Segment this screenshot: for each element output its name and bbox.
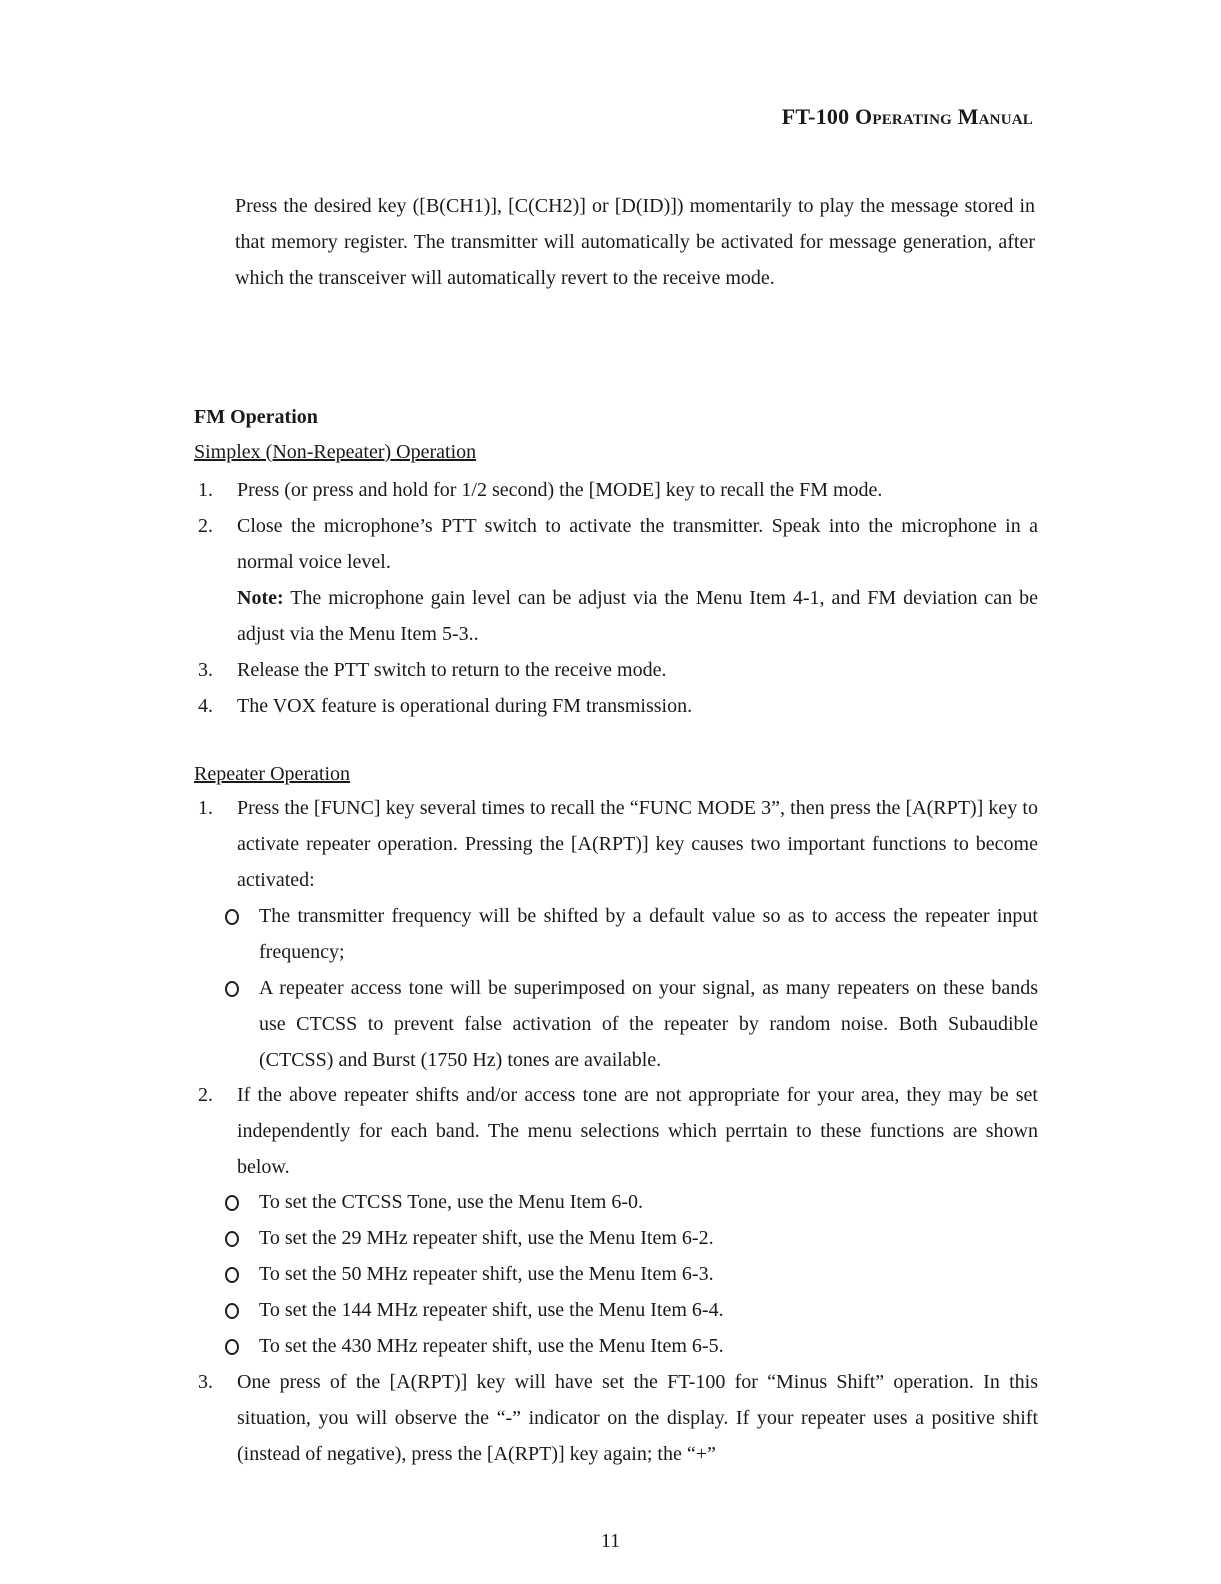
step-number: 2. bbox=[198, 515, 213, 537]
circle-bullet-icon bbox=[225, 981, 239, 997]
circle-bullet-icon bbox=[225, 1303, 239, 1319]
note-text: The microphone gain level can be adjust via the Menu Item 4-1, and FM deviation can be adjust via the Menu Item 5-3.. bbox=[237, 587, 1038, 645]
list-item bbox=[194, 1364, 1038, 1472]
step-text: Press the [FUNC] key several times to recall the “FUNC MODE 3”, then press the [A(RPT)] key to activate repeater operation. Pressing the [A(RPT)] key causes two important functions to become activated: bbox=[237, 797, 1038, 891]
circle-bullet-icon bbox=[225, 1339, 239, 1355]
step-number: 4. bbox=[198, 695, 213, 717]
list-item bbox=[194, 1256, 1038, 1292]
simplex-heading: Simplex (Non-Repeater) Operation bbox=[194, 441, 477, 463]
step-text: Close the microphone’s PTT switch to activate the transmitter. Speak into the microphone in a normal voice level. bbox=[237, 515, 1038, 573]
list-item bbox=[194, 898, 1038, 970]
repeater-step-2 bbox=[194, 1077, 1038, 1185]
step-number: 3. bbox=[198, 659, 213, 681]
list-item bbox=[194, 1220, 1038, 1256]
list-item bbox=[194, 1184, 1038, 1220]
step-text: Release the PTT switch to return to the receive mode. bbox=[237, 659, 667, 681]
step-text: If the above repeater shifts and/or access tone are not appropriate for your area, they may be set independently for each band. The menu selections which perrtain to these functions are shown below. bbox=[237, 1084, 1038, 1178]
step-number: 3. bbox=[198, 1371, 213, 1393]
step-text: Press (or press and hold for 1/2 second) the [MODE] key to recall the FM mode. bbox=[237, 479, 883, 501]
circle-bullet-icon bbox=[225, 909, 239, 925]
page-header bbox=[782, 104, 1033, 130]
circle-bullet-icon bbox=[225, 1267, 239, 1283]
step2-bullets bbox=[194, 1184, 1038, 1364]
simplex-steps bbox=[194, 472, 1038, 724]
repeater-heading: Repeater Operation bbox=[194, 763, 351, 785]
note bbox=[237, 580, 1038, 652]
step1-bullets bbox=[194, 898, 1038, 1078]
note-label: Note: bbox=[237, 587, 284, 609]
bullet-text: To set the 50 MHz repeater shift, use the Menu Item 6-3. bbox=[259, 1263, 714, 1285]
bullet-text: To set the 430 MHz repeater shift, use the Menu Item 6-5. bbox=[259, 1335, 724, 1357]
bullet-text: To set the CTCSS Tone, use the Menu Item 6-0. bbox=[259, 1191, 644, 1213]
step-text: The VOX feature is operational during FM transmission. bbox=[237, 695, 693, 717]
step-number: 2. bbox=[198, 1084, 213, 1106]
section-title: FM Operation bbox=[194, 406, 318, 428]
list-item bbox=[194, 1328, 1038, 1364]
list-item bbox=[194, 508, 1038, 652]
list-item bbox=[194, 970, 1038, 1078]
step-text: One press of the [A(RPT)] key will have set the FT-100 for “Minus Shift” operation. In this situation, you will observe the “-” indicator on the display. If your repeater uses a positive shift (instead of negative), press the [A(RPT)] key again; the “+” bbox=[237, 1371, 1038, 1465]
header-title: Operating Manual bbox=[855, 104, 1033, 129]
bullet-text: The transmitter frequency will be shifted by a default value so as to access the repeater input frequency; bbox=[259, 905, 1038, 963]
list-item bbox=[194, 472, 1038, 508]
list-item bbox=[194, 652, 1038, 688]
intro-paragraph: Press the desired key ([B(CH1)], [C(CH2)] or [D(ID)]) momentarily to play the message stored in that memory register. The transmitter will automatically be activated for message generation, after which the transceiver will automatically revert to the receive mode. bbox=[235, 195, 1035, 289]
circle-bullet-icon bbox=[225, 1231, 239, 1247]
step-number: 1. bbox=[198, 797, 213, 819]
repeater-step-3 bbox=[194, 1364, 1038, 1472]
list-item bbox=[194, 790, 1038, 898]
list-item bbox=[194, 1077, 1038, 1185]
bullet-text: To set the 29 MHz repeater shift, use the Menu Item 6-2. bbox=[259, 1227, 714, 1249]
header-model: FT-100 bbox=[781, 104, 850, 129]
bullet-text: A repeater access tone will be superimposed on your signal, as many repeaters on these bands use CTCSS to prevent false activation of the repeater by random noise. Both Subaudible (CTCSS) and Burst (1750 Hz) tones are available. bbox=[259, 977, 1038, 1071]
list-item bbox=[194, 688, 1038, 724]
repeater-steps bbox=[194, 790, 1038, 898]
page-number: 11 bbox=[600, 1530, 621, 1552]
bullet-text: To set the 144 MHz repeater shift, use the Menu Item 6-4. bbox=[259, 1299, 724, 1321]
step-number: 1. bbox=[198, 479, 213, 501]
circle-bullet-icon bbox=[225, 1195, 239, 1211]
list-item bbox=[194, 1292, 1038, 1328]
